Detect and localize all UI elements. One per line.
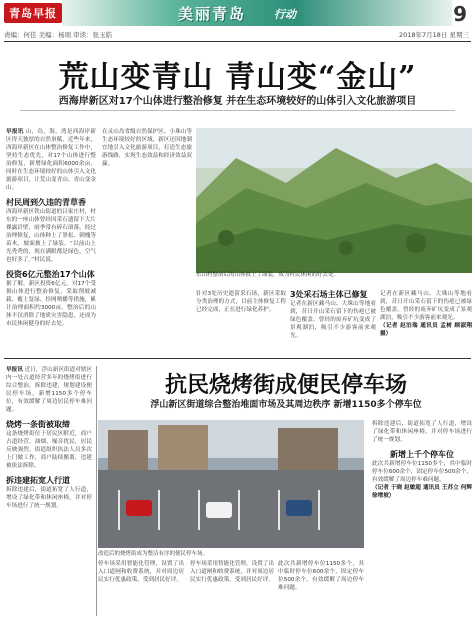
- story2-lead: 近日，浮山新区街道对辖区内一处占道经营多年的烧烤街进行综合整治，拆除违建，规划建设便民停车场，新增1150多个停车位，有效缓解了周边居民停车难问题。: [6, 367, 92, 413]
- story1-col2: [102, 128, 192, 348]
- story1-section-c: 3处采石场主体已修复: [290, 290, 368, 299]
- page-number: 9: [453, 2, 467, 26]
- story2-body-c2: 停车场采用智能化管理，设置了出入口道闸和收费系统，并对周边居民实行优惠政策，受到居民好评。: [190, 561, 274, 583]
- story1-col4: [290, 290, 376, 354]
- story1-body-b: 据了解，新区投资6亿元，对17个受损山体进行整治修复，采取削坡减载、覆土复绿、挂网喷播等措施，累计治理面积约3000亩。整治后的山体不仅消除了地质灾害隐患，还成为市民休闲健身的好去处。: [6, 281, 96, 327]
- story1-photo-caption: 东山村整治后的山体披上了绿装，成为村民休闲的好去处。: [196, 272, 340, 278]
- mountain-photo: [196, 128, 472, 273]
- story2-col5: [372, 420, 472, 616]
- story2-section-b: 拆违建拓宽人行道: [6, 476, 70, 485]
- story1-body-e: 记者在新区藏马山、大珠山等地看到，昔日开山采石留下的伤疤已被绿色覆盖，曾经的废弃矿坑变成了景观湖泊，吸引不少游客前来观光。: [290, 301, 376, 339]
- story1-credit: （记者 赵泊瑞 通讯员 孟树 顾淑翔摄）: [380, 323, 472, 337]
- story1-body-e2: 记者在新区藏马山、大珠山等地看到，昔日开山采石留下的伤疤已被绿色覆盖，曾经的废弃矿坑变成了景观湖泊，吸引不少游客前来观光。: [380, 291, 472, 321]
- info-row: [0, 28, 475, 40]
- section-banner: [62, 0, 452, 26]
- story1-headline: 荒山变青山 青山变“金山”: [58, 60, 417, 95]
- story2-body-a: 这条烧烤街位于居民区附近，商户占道经营，油烟、噪音扰民，居民反映强烈。街道组织执法人员多次上门做工作，商户陆续搬离，违建被依法拆除。: [6, 431, 92, 469]
- story2-headline: 抗民烧烤街成便民停车场: [164, 372, 407, 398]
- story1-photo: [196, 128, 472, 273]
- story1-body-d: 针对3处历史遗留采石场，新区采取分类治理的方式，目前主体修复工程已经完成，正在进行绿化养护。: [196, 291, 286, 313]
- publication-date: 2018年7月18日 星期三: [398, 31, 469, 39]
- story2-body-d: 此次共新增停车位1150多个，其中临时停车位600余个，固定停车位500余个，有效缓解了周边停车难问题。: [372, 461, 472, 483]
- story1-dateline: 早报讯: [6, 129, 24, 135]
- story2-section-a: 烧烤一条街被取缔: [6, 420, 70, 429]
- top-rule: [4, 41, 471, 42]
- story1-col3: [196, 290, 286, 354]
- banner-title: 美丽青岛: [178, 5, 247, 23]
- story1-col1: [6, 128, 96, 348]
- story1-body-c: 在灵山岛省级自然保护区、小珠山等生态环境较好的区域，新区还因地制宜地引入文化旅游项目，打造生态旅游线路，实现生态效益和经济效益双赢。: [102, 129, 192, 167]
- column-divider: [96, 366, 97, 616]
- newspaper-logo: 青岛早报: [4, 3, 62, 23]
- story1-body-a: 西海岸新区铁山街道的吕家庄村，村东的一座山体曾经因采石遗留下大片裸露岩壁，雨季常有碎石滚落。经过治理修复，山体种上了黑松、刺槐等苗木，坡面披上了绿装。“以前山上光秃秃的，现在满眼都是绿色，空气也好多了。”村民说。: [6, 209, 96, 263]
- story2-col2: [98, 560, 184, 618]
- story2-credit: （记者 于晓 赵敏超 通讯员 王苏立 何辉 徐增坡）: [372, 485, 472, 499]
- story1-lead: 山，岛，海，湾是西海岸新区得天独厚的自然禀赋。近些年来，西海岸新区在山体整治修复工作中，坚持生态优先，对17个山体进行整治修复，新增绿化面积6000余亩，同时在生态环境较好的山体引入文化旅游项目，让荒山变青山、青山变金山。: [6, 129, 96, 191]
- story2-body-c: 停车场采用智能化管理，设置了出入口道闸和收费系统，并对周边居民实行优惠政策，受到居民好评。: [98, 561, 184, 583]
- story2-section-c: 新增上千个停车位: [390, 450, 454, 459]
- story1-section-b: 投资6亿元整治17个山体: [6, 270, 95, 279]
- mid-rule: [4, 358, 471, 359]
- story2-col4: [278, 560, 364, 618]
- story1-col5: [380, 290, 472, 354]
- editor-credits: 责编：何佳 美编：杨颂 审读：张玉皓: [4, 31, 113, 39]
- parking-lot-photo: [98, 420, 364, 548]
- story2-photo: [98, 420, 364, 548]
- story1-section-a: 村民周到久违的青草香: [6, 198, 86, 207]
- banner-tag: 行动: [274, 8, 296, 21]
- story2-dateline: 早报讯: [6, 367, 23, 373]
- story2-subhead: 浮山新区街道综合整治堆面市场及其周边秩序 新增1150多个停车位: [150, 400, 422, 410]
- story2-col3: [190, 560, 274, 618]
- story2-col1: [6, 366, 92, 616]
- story2-body-b2: 拆除违建后，街道拓宽了人行道，增设了绿化带和休闲座椅，并对停车场进行了统一规划。: [372, 421, 472, 443]
- masthead: [0, 0, 475, 26]
- story2-body-b: 拆除违建后，街道拓宽了人行道，增设了绿化带和休闲座椅，并对停车场进行了统一规划。: [6, 487, 92, 509]
- story2-photo-caption: 改造后的烧烤街成为整洁有序的便民停车场。: [98, 551, 209, 557]
- story1-subhead: 西海岸新区对17个山体进行整治修复 并在生态环境较好的山体引入文化旅游项目: [58, 96, 417, 107]
- story2-body-d2: 此次共新增停车位1150多个，其中临时停车位600余个，固定停车位500余个，有效缓解了周边停车难问题。: [278, 561, 364, 591]
- story1-rule: [20, 110, 455, 111]
